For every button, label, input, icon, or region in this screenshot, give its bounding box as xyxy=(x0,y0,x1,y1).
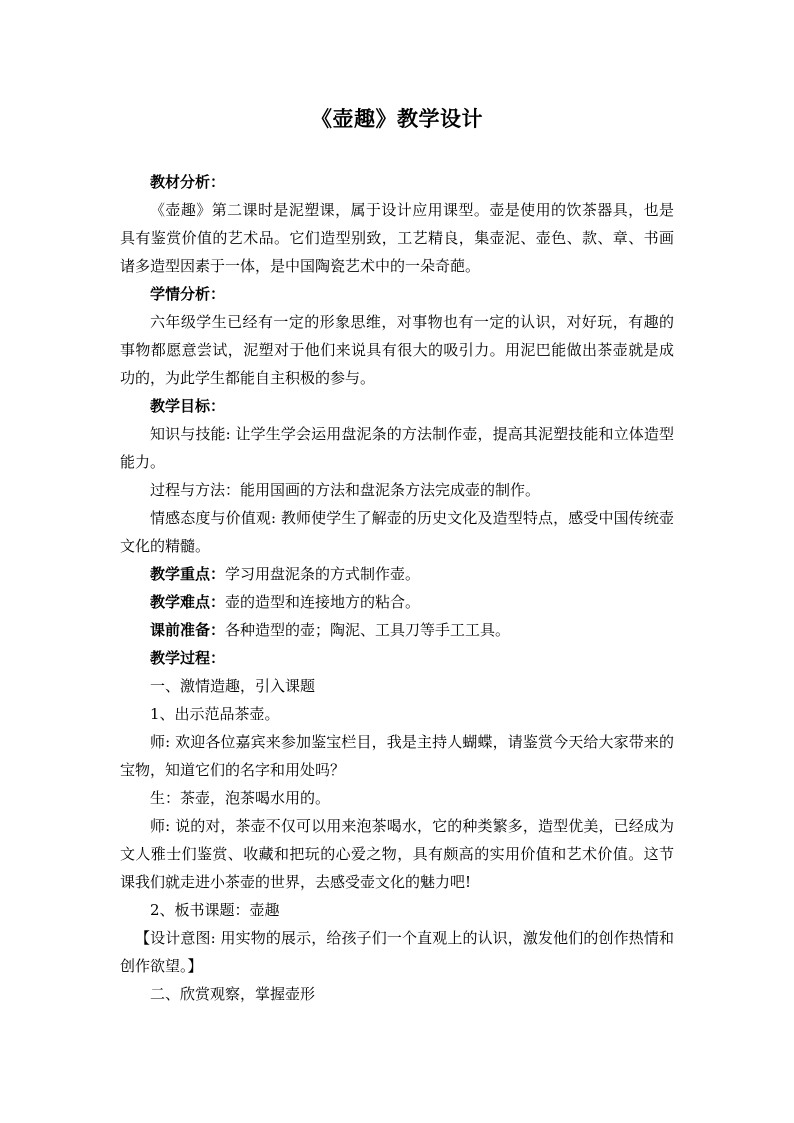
student-line-1: 生：茶壶，泡茶喝水用的。 xyxy=(150,789,331,807)
key-point-label: 教学重点： xyxy=(150,565,226,583)
teacher-line-2: 师: 说的对，茶壶不仅可以用来泡茶喝水，它的种类繁多，造型优美，已经成为文人雅士们鉴赏、收藏和把玩的心爱之物，具有颇高的实用价值和艺术价值。这节课我们就走进小茶壶的世界，去感受壶文化的魅力吧! xyxy=(120,817,674,891)
student-analysis-heading: 学情分析： xyxy=(150,285,226,303)
key-point-text: 学习用盘泥条的方式制作壶。 xyxy=(225,565,421,583)
process-step-2: 二、欣赏观察，掌握壶形 xyxy=(150,985,316,1003)
process-step-1-1: 1、出示范品茶壶。 xyxy=(150,705,280,723)
teaching-goals-heading: 教学目标： xyxy=(150,397,226,415)
goal-emotion: 情感态度与价值观: 教师使学生了解壶的历史文化及造型特点，感受中国传统壶文化的精髓。 xyxy=(120,509,674,555)
preparation-text: 各种造型的壶；陶泥、工具刀等手工工具。 xyxy=(225,621,511,639)
preparation xyxy=(120,616,674,644)
material-analysis-text: 《壶趣》第二课时是泥塑课，属于设计应用课型。壶是使用的饮茶器具，也是具有鉴赏价值的艺术品。它们造型别致，工艺精良，集壶泥、壶色、款、章、书画诸多造型因素于一体，是中国陶瓷艺术中的一朵奇葩。 xyxy=(120,201,674,275)
teacher-line-1: 师: 欢迎各位嘉宾来参加鉴宝栏目，我是主持人蝴蝶，请鉴赏今天给大家带来的宝物，知道它们的名字和用处吗？ xyxy=(120,733,674,779)
difficulty-label: 教学难点： xyxy=(150,593,226,611)
material-analysis-heading: 教材分析： xyxy=(150,173,226,191)
process-step-1-2: 2、板书课题：壶趣 xyxy=(150,901,280,919)
document-title: 《壶趣》教学设计 xyxy=(311,106,483,131)
key-point xyxy=(120,560,674,588)
teaching-process-heading: 教学过程： xyxy=(150,649,226,667)
goal-process: 过程与方法：能用国画的方法和盘泥条方法完成壶的制作。 xyxy=(150,481,541,499)
preparation-label: 课前准备： xyxy=(150,621,226,639)
design-intent: 【设计意图: 用实物的展示，给孩子们一个直观上的认识，激发他们的创作热情和创作欲望。】 xyxy=(120,929,674,975)
difficulty-text: 壶的造型和连接地方的粘合。 xyxy=(225,593,421,611)
goal-knowledge: 知识与技能: 让学生学会运用盘泥条的方法制作壶，提高其泥塑技能和立体造型能力。 xyxy=(120,425,674,471)
student-analysis-text: 六年级学生已经有一定的形象思维，对事物也有一定的认识，对好玩，有趣的事物都愿意尝试，泥塑对于他们来说具有很大的吸引力。用泥巴能做出茶壶就是成功的，为此学生都能自主积极的参与。 xyxy=(120,313,674,387)
difficulty xyxy=(120,588,674,616)
process-step-1: 一、激情造趣，引入课题 xyxy=(150,677,316,695)
